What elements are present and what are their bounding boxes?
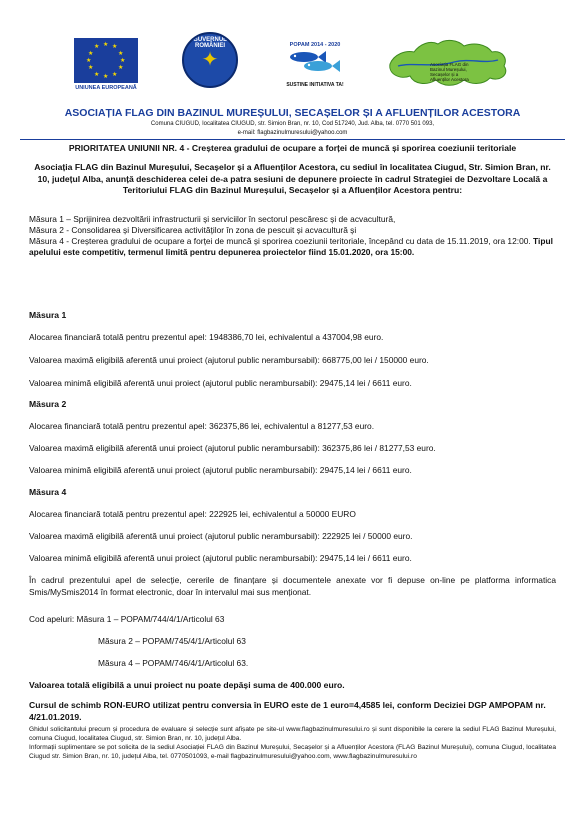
section-4-max-value: Valoarea maximă eligibilă aferentă unui proiect (ajutorul public nerambursabil): 222925 lei / 50000 euro. — [29, 531, 413, 541]
eu-caption: UNIUNEA EUROPEANĂ — [75, 85, 137, 91]
section-1-max-value: Valoarea maximă eligibilă aferentă unui proiect (ajutorul public nerambursabil): 668775,00 lei / 150000 euro. — [29, 355, 429, 365]
call-code-4: Măsura 4 – POPAM/746/4/1/Articolul 63. — [98, 658, 249, 668]
section-1-min-value: Valoarea minimă eligibilă aferentă unui proiect (ajutorul public nerambursabil): 29475,14 lei / 6611 euro. — [29, 378, 412, 388]
header-divider — [20, 139, 565, 140]
section-2-min-value: Valoarea minimă eligibilă aferentă unui proiect (ajutorul public nerambursabil): 29475,14 lei / 6611 euro. — [29, 465, 412, 475]
submission-paragraph: În cadrul prezentului apel de selecție, cererile de finanțare și documentele anexate vor fi depuse on-line pe platforma informatica Smis/MySmis2014 în format electronic, doar în intervalul mai sus menționat. — [29, 575, 556, 597]
priority-heading: PRIORITATEA UNIUNII NR. 4 - Creșterea gradului de ocupare a forței de muncă și sporirea coeziunii teritoriale — [68, 143, 517, 153]
footer-guide-note: Ghidul solicitantului precum și procedura de evaluare și selecție sunt afișate pe site-ul www.flagbazinulmuresului.ro și sunt disponibile la cerere la sediul FLAG Bazinul Mureșului, comuna Ciugud, localitatea Ciugud, str. Simion Bran, nr. 10, județul Alba. — [29, 726, 556, 742]
section-2-allocation: Alocarea financiară totală pentru prezentul apel: 362375,86 lei, echivalentul a 81277,53 euro. — [29, 421, 375, 431]
popam-period: POPAM 2014 - 2020 — [289, 42, 341, 48]
association-email: e-mail: flagbazinulmuresului@yahoo.com — [237, 130, 348, 136]
section-4-allocation: Alocarea financiară totală pentru prezentul apel: 222925 lei, echivalentul a 50000 EURO — [29, 509, 356, 519]
fish-drawing — [280, 48, 350, 74]
max-project-value: Valoarea totală eligibilă a unui proiect nu poate depăși suma de 400.000 euro. — [29, 680, 345, 690]
association-title: ASOCIAȚIA FLAG DIN BAZINUL MUREȘULUI, SECAȘELOR ȘI A AFLUENȚILOR ACESTORA — [64, 107, 521, 119]
section-2-max-value: Valoarea maximă eligibilă aferentă unui proiect (ajutorul public nerambursabil): 362375,86 lei / 81277,53 euro. — [29, 443, 436, 453]
footer-contact-note: Informații suplimentare se pot solicita de la sediul Asociației FLAG din Bazinul Mureșului, Secașelor și a Afluenților Acestora (FLAG Bazinul Mureșului), comuna Ciugud, localitatea Ciugud str. Simion Bran, nr. 10, județul Alba, tel. 0770501093, e-mail flagbazinulmuresului@yahoo.com, www.flagbazinulmuresului.ro — [29, 744, 556, 760]
deadline-text: Tipul apelului este competitiv, termenul limită pentru depunerea proiectelor fiind 15.01.2020, ora 15:00. — [29, 236, 553, 257]
flag-map-logo — [384, 34, 512, 100]
section-1-allocation: Alocarea financiară totală pentru prezentul apel: 1948386,70 lei, echivalentul a 437004,98 euro. — [29, 332, 384, 342]
intro-paragraph: Asociația FLAG din Bazinul Mureșului, Secașelor și a Afluenților Acestora, cu sediul în localitatea Ciugud, Str. Simion Bran, nr. 10, județul Alba, anunță deschiderea celei de-a patra sesiuni de depunere proiecte în cadrul Strategiei de Dezvoltare Locală a Teritoriului FLAG din Bazinul Mureșului, Secașelor și a Afluenților Acestora pentru: — [34, 162, 551, 195]
association-address: Comuna CIUGUD, localitatea CIUGUD, str. Simion Bran, nr. 10, Cod 517240, Jud. Alba, tel. 0770 501 093, — [150, 121, 435, 127]
measure-4-text: Măsura 4 - Creșterea gradului de ocupare a forței de muncă și sporirea coeziunii teritoriale, începând cu data de 15.11.2019, ora 12:00. — [29, 236, 534, 246]
call-code-1: Cod apeluri: Măsura 1 – POPAM/744/4/1/Articolul 63 — [29, 614, 225, 624]
section-1-title: Măsura 1 — [29, 310, 67, 320]
government-seal-text: GUVERNUL ROMÂNIEI — [193, 37, 227, 49]
flag-map-label: Asociația FLAG din Bazinul Mureșului, Secașelor și a Afluenților Acestora — [430, 62, 469, 82]
exchange-rate-note: Cursul de schimb RON-EURO utilizat pentru conversia în EURO este de 1 euro=4,4585 lei, conform Deciziei DGP AMPOPAM nr. 4/21.01.2019. — [29, 700, 546, 722]
section-4-min-value: Valoarea minimă eligibilă aferentă unui proiect (ajutorul public nerambursabil): 29475,14 lei / 6611 euro. — [29, 553, 412, 563]
government-logo — [182, 32, 236, 98]
measures-list — [29, 214, 556, 258]
eu-logo — [74, 38, 138, 94]
measure-4-item — [29, 236, 556, 258]
logo-row — [0, 26, 585, 106]
call-code-2: Măsura 2 – POPAM/745/4/1/Articolul 63 — [98, 636, 246, 646]
measure-1-item: Măsura 1 – Sprijinirea dezvoltării infrastructurii și serviciilor în sectorul pescăresc și de acvacultură, — [29, 214, 396, 224]
fish-icon — [280, 48, 350, 80]
section-2-title: Măsura 2 — [29, 399, 67, 409]
eu-flag-icon: ★ ★ ★ ★ ★ ★ ★ ★ ★ ★ ★ ★ — [74, 38, 138, 83]
eagle-icon: ✦ — [201, 49, 219, 71]
popam-slogan: SUSTINE INITIATIVA TA! — [286, 82, 344, 88]
popam-logo — [280, 42, 350, 102]
measure-2-item: Măsura 2 - Consolidarea și Diversificarea activităților în zona de pescuit și acvacultură și — [29, 225, 357, 235]
section-4-title: Măsura 4 — [29, 487, 67, 497]
government-seal-icon — [182, 32, 238, 88]
